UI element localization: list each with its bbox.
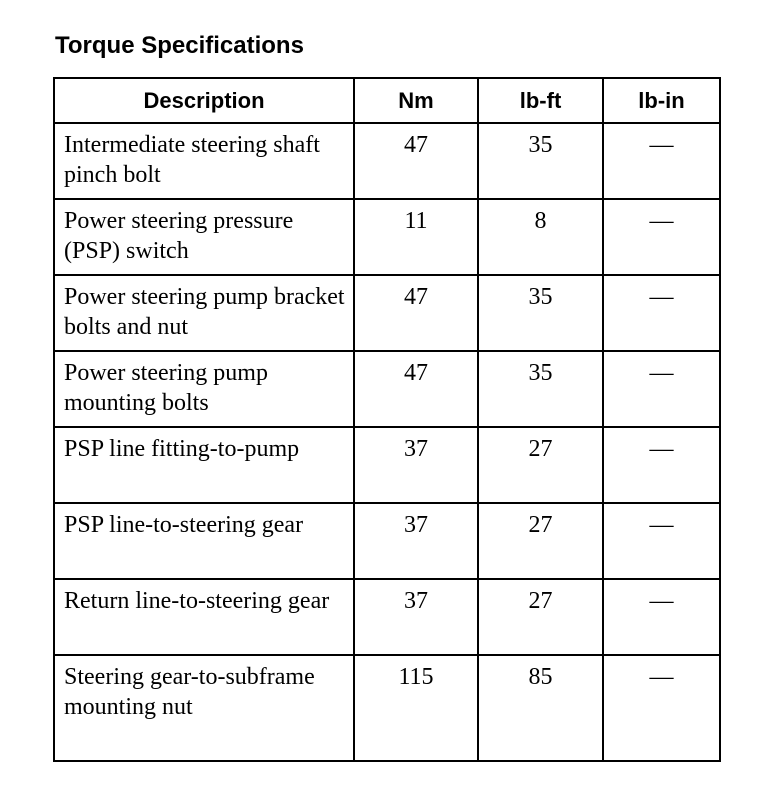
cell-lb-in: — bbox=[603, 199, 720, 275]
table-header-row bbox=[54, 78, 720, 123]
cell-lb-ft: 27 bbox=[478, 579, 603, 655]
cell-description: Intermediate steering shaft pinch bolt bbox=[54, 123, 354, 199]
header-lb-ft: lb-ft bbox=[478, 78, 603, 123]
cell-description: Power steering pressure (PSP) switch bbox=[54, 199, 354, 275]
table-row bbox=[54, 351, 720, 427]
cell-lb-ft: 27 bbox=[478, 503, 603, 579]
cell-nm: 47 bbox=[354, 123, 478, 199]
table-row bbox=[54, 503, 720, 579]
table-row bbox=[54, 655, 720, 761]
table-row bbox=[54, 275, 720, 351]
cell-lb-in: — bbox=[603, 503, 720, 579]
cell-nm: 37 bbox=[354, 579, 478, 655]
cell-description: Return line-to-steering gear bbox=[54, 579, 354, 655]
cell-description: Steering gear-to-subframe mounting nut bbox=[54, 655, 354, 761]
cell-lb-ft: 35 bbox=[478, 123, 603, 199]
header-description: Description bbox=[54, 78, 354, 123]
cell-description: Power steering pump bracket bolts and nut bbox=[54, 275, 354, 351]
table-row bbox=[54, 579, 720, 655]
header-lb-in: lb-in bbox=[603, 78, 720, 123]
cell-lb-in: — bbox=[603, 579, 720, 655]
table-row bbox=[54, 123, 720, 199]
table-row bbox=[54, 199, 720, 275]
cell-nm: 11 bbox=[354, 199, 478, 275]
cell-lb-ft: 85 bbox=[478, 655, 603, 761]
cell-lb-ft: 27 bbox=[478, 427, 603, 503]
cell-lb-in: — bbox=[603, 427, 720, 503]
cell-lb-in: — bbox=[603, 275, 720, 351]
cell-nm: 37 bbox=[354, 427, 478, 503]
cell-description: Power steering pump mounting bolts bbox=[54, 351, 354, 427]
cell-lb-in: — bbox=[603, 123, 720, 199]
cell-description: PSP line fitting-to-pump bbox=[54, 427, 354, 503]
cell-description: PSP line-to-steering gear bbox=[54, 503, 354, 579]
cell-nm: 115 bbox=[354, 655, 478, 761]
table-row bbox=[54, 427, 720, 503]
cell-lb-ft: 35 bbox=[478, 351, 603, 427]
torque-spec-table bbox=[53, 77, 721, 762]
cell-lb-ft: 8 bbox=[478, 199, 603, 275]
cell-nm: 37 bbox=[354, 503, 478, 579]
cell-lb-in: — bbox=[603, 655, 720, 761]
cell-lb-ft: 35 bbox=[478, 275, 603, 351]
page-title: Torque Specifications bbox=[55, 32, 304, 59]
cell-nm: 47 bbox=[354, 275, 478, 351]
cell-lb-in: — bbox=[603, 351, 720, 427]
cell-nm: 47 bbox=[354, 351, 478, 427]
header-nm: Nm bbox=[354, 78, 478, 123]
